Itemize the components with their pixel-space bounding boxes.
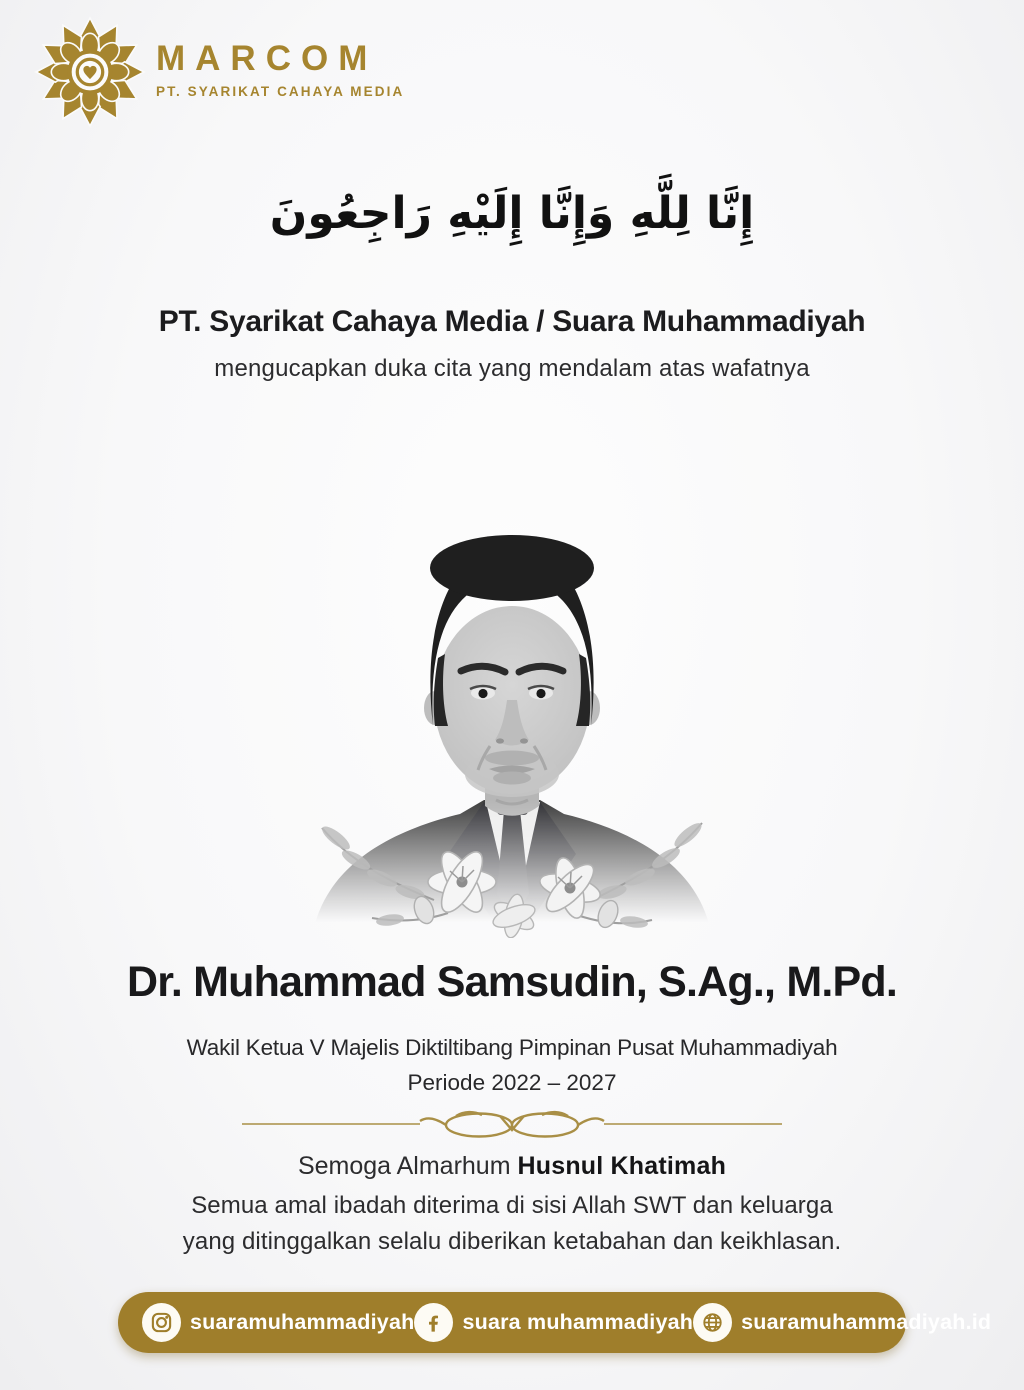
prayer-text: Semoga Almarhum [297, 1152, 518, 1180]
brand-header [34, 16, 404, 128]
period-text: Periode 2022 – 2027 [407, 1070, 617, 1095]
arabic-calligraphy: إِنَّا لِلَّهِ وَإِنَّا إِلَيْهِ رَاجِعُونَ [269, 188, 755, 239]
condolence-message [0, 1188, 1024, 1260]
social-item-facebook [414, 1303, 693, 1342]
prayer-line [0, 1152, 1024, 1181]
prayer-highlight: Husnul Khatimah [517, 1152, 727, 1180]
marcom-flower-logo-icon [34, 16, 146, 128]
ornamental-divider-icon [242, 1103, 782, 1145]
facebook-handle: suara muhammadiyah [462, 1310, 694, 1334]
brand-company: PT. SYARIKAT CAHAYA MEDIA [156, 84, 405, 99]
deceased-name: Dr. Muhammad Samsudin, S.Ag., M.Pd. [127, 958, 897, 1006]
social-bar [118, 1292, 992, 1353]
memorial-portrait [252, 408, 772, 938]
globe-icon [693, 1303, 732, 1342]
deceased-position: Wakil Ketua V Majelis Diktiltibang Pimpinan Pusat Muhammadiyah [186, 1035, 838, 1060]
website-url: suaramuhammadiyah.id [741, 1310, 992, 1334]
portrait-illustration [252, 408, 772, 938]
social-item-instagram [142, 1303, 414, 1342]
instagram-handle: suaramuhammadiyah [190, 1310, 415, 1334]
condolence-statement: mengucapkan duka cita yang mendalam atas wafatnya [214, 355, 810, 382]
brand-name: MARCOM [156, 39, 378, 78]
message-line-1: Semua amal ibadah diterima di sisi Allah SWT dan keluarga [191, 1192, 833, 1219]
organization-title: PT. Syarikat Cahaya Media / Suara Muhammadiyah [158, 305, 866, 338]
brand-text-block [156, 41, 404, 99]
facebook-icon [414, 1303, 453, 1342]
instagram-icon [142, 1303, 181, 1342]
social-item-website [693, 1303, 991, 1342]
message-line-2: yang ditinggalkan selalu diberikan ketabahan dan keikhlasan. [182, 1228, 842, 1255]
